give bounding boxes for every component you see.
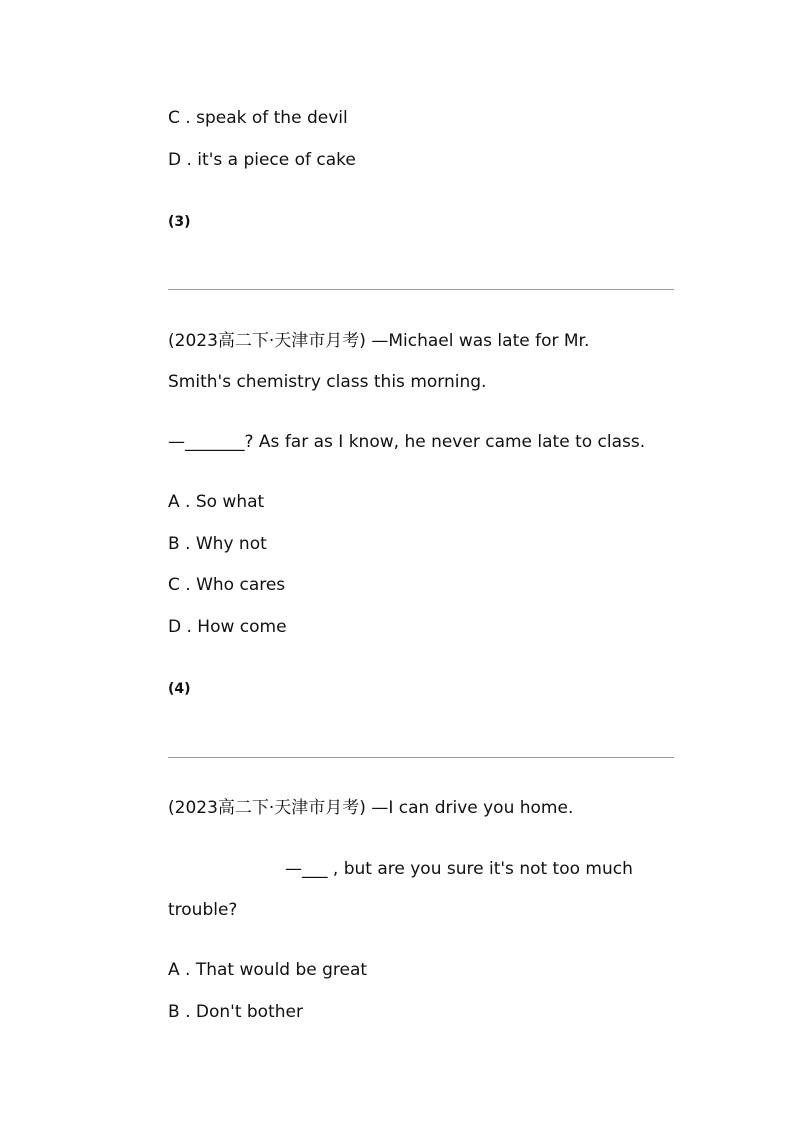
answer-line-3	[168, 289, 674, 290]
q3-option-d: D . How come	[168, 617, 287, 637]
question-number-3: (3)	[168, 214, 191, 230]
q3-option-c: C . Who cares	[168, 575, 286, 595]
q3-option-b: B . Why not	[168, 534, 267, 554]
answer-line-4	[168, 757, 674, 758]
q2-option-c: C . speak of the devil	[168, 108, 348, 128]
q4-option-b: B . Don't bother	[168, 1002, 303, 1022]
q3-stem-line3: —_______? As far as I know, he never came late to class.	[168, 432, 646, 452]
q4-option-a: A . That would be great	[168, 960, 368, 980]
q3-stem-line1: (2023高二下·天津市月考) —Michael was late for Mr.	[168, 331, 590, 351]
q3-option-a: A . So what	[168, 492, 265, 512]
q4-stem-line3: trouble?	[168, 900, 238, 920]
q4-stem-line1: (2023高二下·天津市月考) —I can drive you home.	[168, 798, 574, 818]
q3-stem-line2: Smith's chemistry class this morning.	[168, 372, 487, 392]
q2-option-d: D . it's a piece of cake	[168, 150, 356, 170]
question-number-4: (4)	[168, 681, 191, 697]
q4-stem-line2: —___ , but are you sure it's not too much	[285, 859, 633, 879]
